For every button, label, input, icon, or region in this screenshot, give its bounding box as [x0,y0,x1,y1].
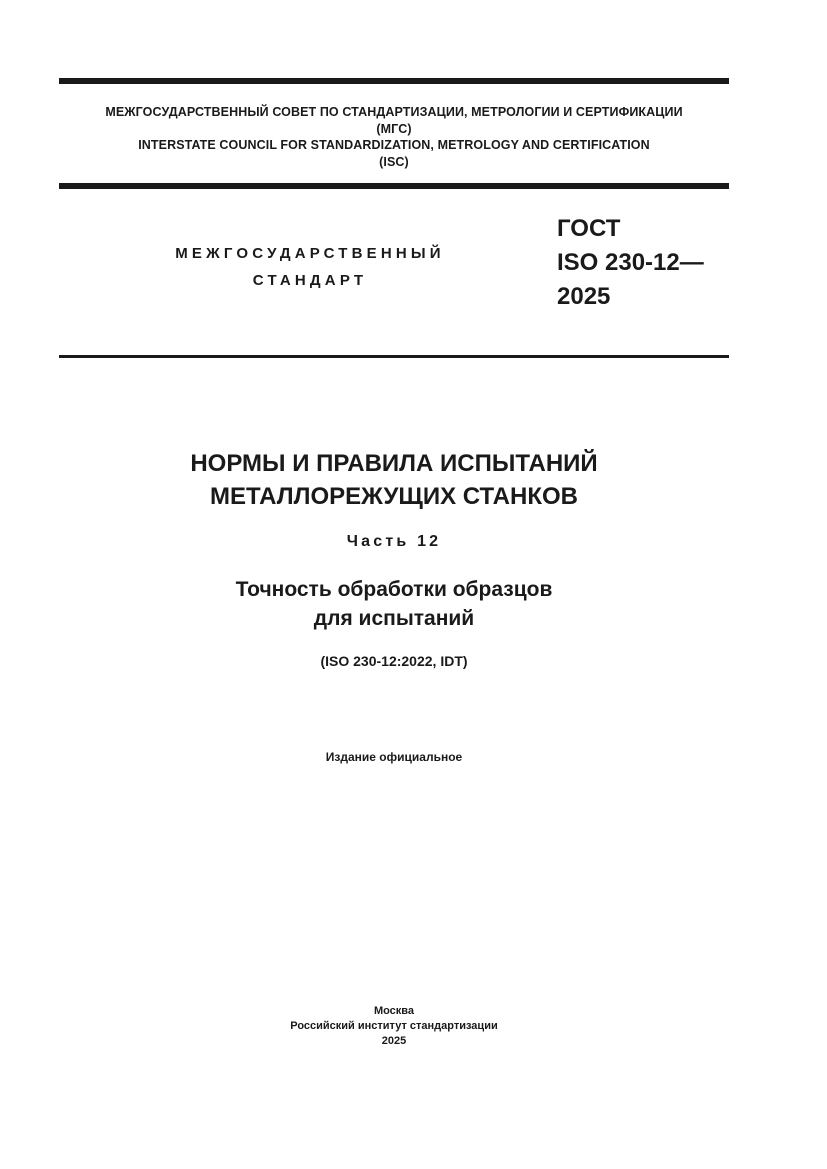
council-header [40,104,748,170]
subtitle-line1: Точность обработки образцов [235,578,553,601]
council-name-ru: МЕЖГОСУДАРСТВЕННЫЙ СОВЕТ ПО СТАНДАРТИЗАЦИИ, МЕТРОЛОГИИ И СЕРТИФИКАЦИИ [105,105,683,119]
document-title [60,447,728,513]
standard-kind [120,240,500,294]
iso-reference: (ISO 230-12:2022, IDT) [320,653,468,669]
publisher-block [60,1004,728,1049]
publisher-city: Москва [373,1005,415,1017]
designation-line3: 2025 [557,283,611,310]
document-subtitle [60,575,728,633]
standard-designation [557,212,757,314]
part-number: Часть 12 [346,533,442,550]
council-name-en: INTERSTATE COUNCIL FOR STANDARDIZATION, METROLOGY AND CERTIFICATION [138,138,650,152]
bottom-rule [59,355,729,358]
top-rule [59,78,729,84]
edition-label: Издание официальное [325,750,463,764]
middle-rule [59,183,729,189]
council-abbr-en: (ISC) [379,154,409,169]
designation-line1: ГОСТ [557,215,621,242]
title-line2: МЕТАЛЛОРЕЖУЩИХ СТАНКОВ [210,483,578,510]
publisher-year: 2025 [381,1035,407,1047]
designation-line2: ISO 230-12— [557,249,704,276]
publisher-name: Российский институт стандартизации [290,1020,498,1032]
subtitle-line2: для испытаний [313,607,475,630]
title-line1: НОРМЫ И ПРАВИЛА ИСПЫТАНИЙ [190,450,598,477]
standard-kind-line2: СТАНДАРТ [252,272,368,289]
standard-kind-line1: МЕЖГОСУДАРСТВЕННЫЙ [175,245,445,262]
council-abbr-ru: (МГС) [376,121,412,136]
